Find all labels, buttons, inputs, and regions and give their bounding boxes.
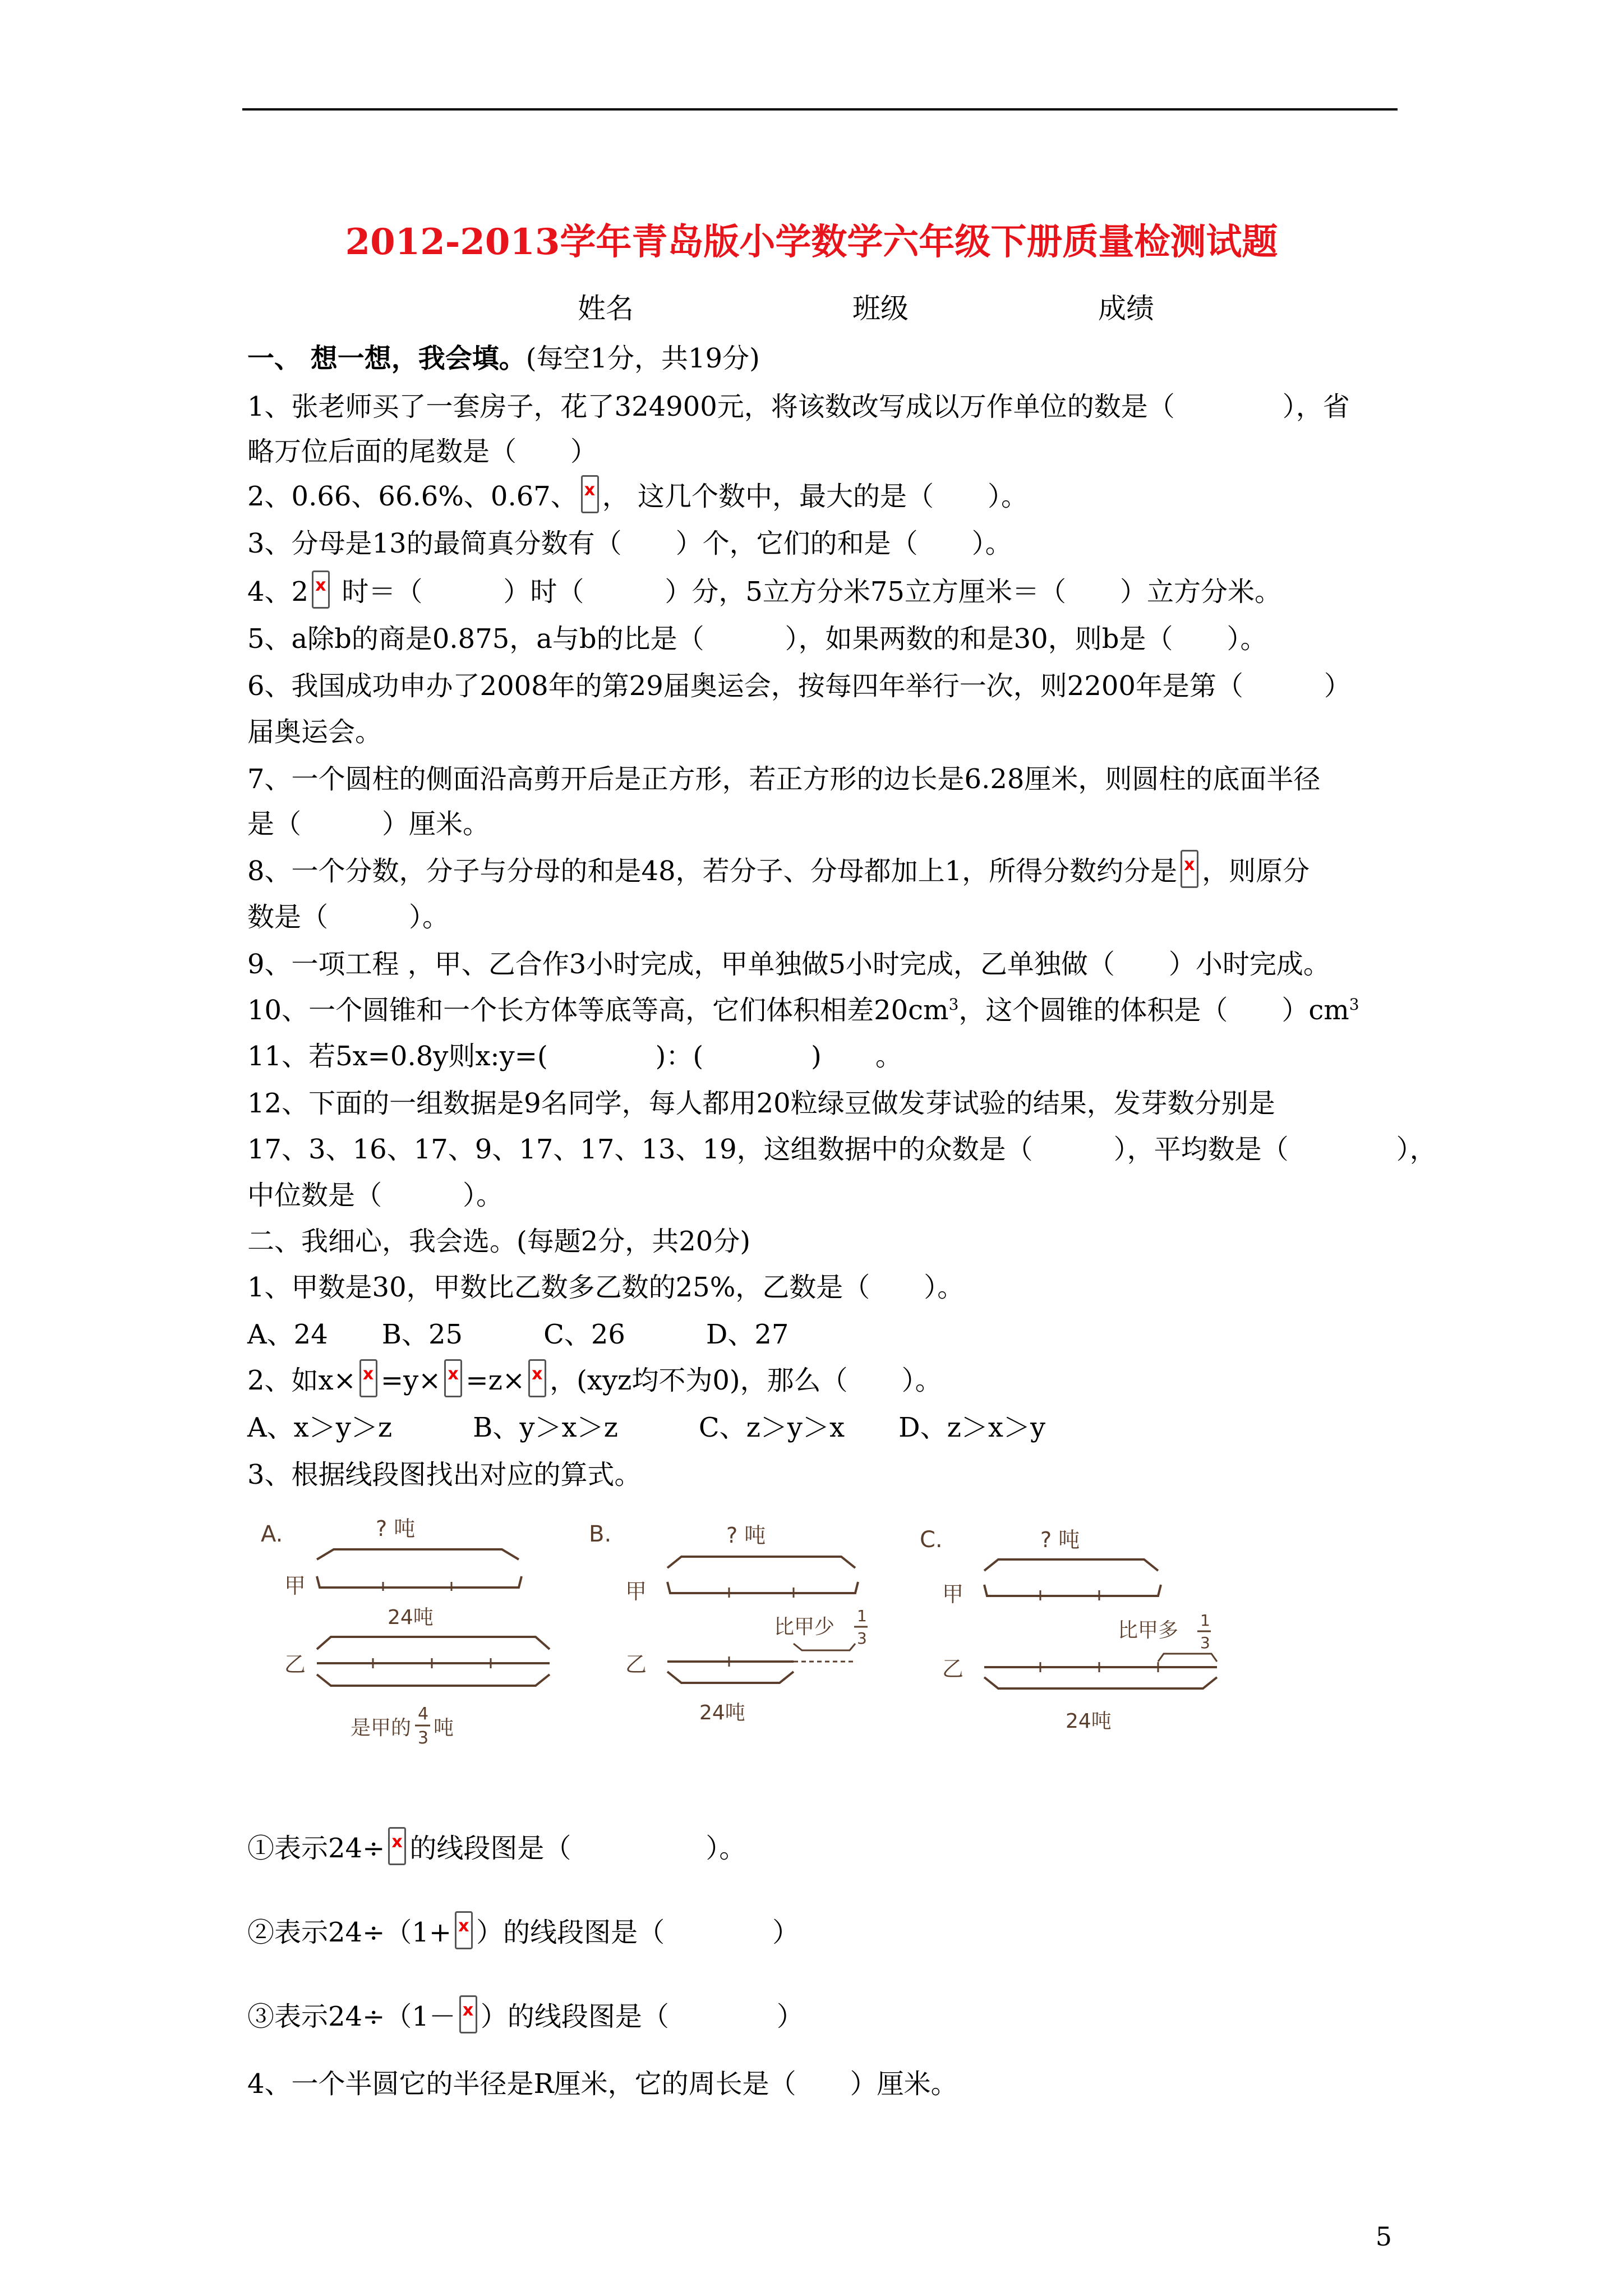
q1-line-a: 1、张老师买了一套房子，花了324900元，将该数改写成以万作单位的数是（ ），省 bbox=[247, 391, 1350, 422]
s2-q1-line: 1、甲数是30，甲数比乙数多乙数的25%，乙数是（ ）。 bbox=[247, 1272, 965, 1303]
s2-q3-sub1-a: ①表示24÷ bbox=[247, 1833, 385, 1864]
q10-text-b: ，这个圆锥的体积是（ ）cm bbox=[958, 995, 1349, 1026]
q8-line-b: 数是（ ）。 bbox=[247, 901, 450, 933]
s2-q2-line bbox=[247, 1359, 942, 1397]
missing-image-icon bbox=[459, 1995, 477, 2033]
missing-image-icon bbox=[528, 1359, 546, 1397]
s2-q3-sub1 bbox=[247, 1826, 746, 1865]
missing-image-icon bbox=[455, 1911, 473, 1949]
q4-text-b: 时＝（ ）时（ ）分，5立方分米75立方厘米＝（ ）立方分米。 bbox=[333, 576, 1281, 608]
q5-line: 5、a除b的商是0.875，a与b的比是（ ），如果两数的和是30，则b是（ ）。 bbox=[247, 623, 1267, 655]
s2-q2-text-d: ，(xyz均不为0)，那么（ ）。 bbox=[550, 1365, 942, 1396]
q8-line-a bbox=[247, 849, 1310, 888]
diagram-b-question: ? 吨 bbox=[726, 1523, 766, 1548]
diagram-a-brace-bottom bbox=[317, 1674, 550, 1686]
q2-line bbox=[247, 475, 1028, 513]
q6-line-b: 届奥运会。 bbox=[247, 716, 382, 748]
q2-text-a: 2、0.66、66.6%、0.67、 bbox=[247, 481, 578, 512]
s2-q3-line: 3、根据线段图找出对应的算式。 bbox=[247, 1459, 642, 1490]
diagram-b-brace-bottom bbox=[667, 1672, 794, 1683]
missing-image-icon bbox=[312, 570, 330, 609]
q10-sup-a: 3 bbox=[948, 995, 959, 1014]
s2-q3-sub3-a: ③表示24÷（1－ bbox=[247, 2001, 456, 2032]
missing-image-icon bbox=[359, 1359, 377, 1397]
q12-line-a: 12、下面的一组数据是9名同学，每人都用20粒绿豆做发芽试验的结果，发芽数分别是 bbox=[247, 1088, 1275, 1119]
diagram-c-jia-bar bbox=[984, 1585, 1161, 1596]
diagram-a bbox=[261, 1516, 550, 1748]
diagram-a-label: A. bbox=[261, 1521, 283, 1547]
diagram-c bbox=[920, 1527, 1217, 1733]
s2-q1-options: A、24 B、25 C、26 D、27 bbox=[247, 1319, 789, 1350]
class-label: 班级 bbox=[852, 292, 909, 325]
page-title: 2012-2013学年青岛版小学数学六年级下册质量检测试题 bbox=[345, 221, 1278, 263]
s2-q2-text-a: 2、如x× bbox=[247, 1365, 356, 1396]
diagram-b-brace-top bbox=[667, 1557, 855, 1568]
diagram-c-brace-small bbox=[1158, 1654, 1217, 1662]
diagram-c-frac-den: 3 bbox=[1200, 1634, 1210, 1652]
diagram-c-brace-top bbox=[984, 1559, 1158, 1571]
diagram-c-tons: 24吨 bbox=[1066, 1710, 1112, 1733]
diagram-b-tons: 24吨 bbox=[699, 1701, 745, 1724]
diagram-c-brace-bottom bbox=[984, 1677, 1217, 1688]
q11-line: 11、若5x=0.8y则x:y=( )：( ) 。 bbox=[247, 1041, 902, 1072]
section2-heading: 二、我细心，我会选。(每题2分，共20分) bbox=[247, 1226, 751, 1257]
diagram-c-note: 比甲多 bbox=[1118, 1619, 1179, 1642]
q1-line-b: 略万位后面的尾数是（ ） bbox=[247, 436, 598, 467]
name-label: 姓名 bbox=[578, 292, 634, 325]
diagram-a-frac-den: 3 bbox=[418, 1728, 429, 1748]
diagram-b-jia: 甲 bbox=[625, 1579, 647, 1604]
section1-note: (每空1分，共19分) bbox=[525, 343, 760, 374]
missing-image-icon bbox=[444, 1359, 462, 1397]
score-label: 成绩 bbox=[1098, 292, 1154, 325]
q3-line: 3、分母是13的最简真分数有（ ）个，它们的和是（ ）。 bbox=[247, 528, 1012, 559]
q10-line bbox=[247, 988, 1359, 1027]
q12-line-c: 中位数是（ ）。 bbox=[247, 1180, 504, 1211]
q8-text-a: 8、一个分数，分子与分母的和是48，若分子、分母都加上1，所得分数约分是 bbox=[247, 855, 1178, 887]
s2-q3-sub1-b: 的线段图是（ ）。 bbox=[409, 1833, 746, 1864]
diagram-b-yi: 乙 bbox=[625, 1652, 647, 1677]
diagram-a-brace-top bbox=[317, 1549, 519, 1559]
diagram-b-frac-den: 3 bbox=[857, 1629, 867, 1648]
diagram-c-yi: 乙 bbox=[942, 1657, 964, 1681]
s2-q3-sub3 bbox=[247, 1995, 804, 2033]
q10-text-a: 10、一个圆锥和一个长方体等底等高，它们体积相差20cm bbox=[247, 995, 949, 1026]
diagram-a-jia-bar bbox=[317, 1576, 522, 1588]
diagram-c-label: C. bbox=[920, 1527, 943, 1553]
q4-text-a: 4、2 bbox=[247, 576, 309, 608]
diagram-a-jia: 甲 bbox=[284, 1573, 306, 1598]
section1-heading: 一、 想一想，我会填。 bbox=[247, 343, 526, 374]
diagram-a-yi: 乙 bbox=[284, 1652, 306, 1677]
diagram-b-brace-small bbox=[794, 1644, 855, 1650]
diagram-b-jia-bar bbox=[667, 1582, 858, 1593]
diagram-b bbox=[589, 1521, 868, 1724]
diagram-a-question: ? 吨 bbox=[376, 1516, 416, 1541]
segment-diagrams bbox=[255, 1503, 1220, 1767]
diagram-a-frac-num: 4 bbox=[418, 1704, 429, 1724]
section1-heading-line bbox=[247, 337, 760, 375]
diagram-a-bottom-pre: 是甲的 bbox=[351, 1717, 412, 1740]
diagram-c-question: ? 吨 bbox=[1040, 1527, 1080, 1552]
missing-image-icon bbox=[388, 1827, 406, 1865]
diagram-c-jia: 甲 bbox=[942, 1582, 964, 1607]
diagram-b-label: B. bbox=[589, 1521, 612, 1547]
diagram-a-bottom-post: 吨 bbox=[434, 1717, 454, 1740]
page-number: 5 bbox=[1375, 2221, 1392, 2252]
diagram-a-tons: 24吨 bbox=[388, 1606, 434, 1629]
q9-line: 9、一项工程 ，甲、乙合作3小时完成，甲单独做5小时完成，乙单独做（ ）小时完成。 bbox=[247, 949, 1330, 980]
q4-line bbox=[247, 570, 1281, 609]
q6-line-a: 6、我国成功申办了2008年的第29届奥运会，按每四年举行一次，则2200年是第（ ） bbox=[247, 670, 1351, 702]
missing-image-icon bbox=[581, 475, 599, 513]
s2-q3-sub2 bbox=[247, 1911, 799, 1949]
s2-q3-sub2-b: ）的线段图是（ ） bbox=[476, 1917, 800, 1948]
missing-image-icon bbox=[1181, 850, 1198, 888]
q12-line-b: 17、3、16、17、9、17、17、13、19，这组数据中的众数是（ ），平均数是（ ）， bbox=[247, 1134, 1437, 1165]
s2-q3-sub2-a: ②表示24÷（1+ bbox=[247, 1917, 452, 1948]
diagram-b-frac-num: 1 bbox=[857, 1607, 867, 1625]
q7-line-b: 是（ ）厘米。 bbox=[247, 808, 490, 840]
s2-q4-line: 4、一个半圆它的半径是R厘米，它的周长是（ ）厘米。 bbox=[247, 2068, 958, 2100]
diagram-b-note: 比甲少 bbox=[774, 1616, 835, 1639]
q10-sup-b: 3 bbox=[1349, 995, 1359, 1014]
s2-q2-text-c: =z× bbox=[465, 1365, 525, 1396]
q2-text-b: ， 这几个数中，最大的是（ ）。 bbox=[602, 481, 1029, 512]
top-rule bbox=[242, 108, 1398, 111]
diagram-a-brace-mid bbox=[317, 1637, 550, 1649]
s2-q3-sub3-b: ）的线段图是（ ） bbox=[480, 2001, 804, 2032]
diagram-c-frac-num: 1 bbox=[1200, 1611, 1210, 1630]
q8-text-b: ，则原分 bbox=[1202, 855, 1310, 887]
s2-q2-text-b: =y× bbox=[380, 1365, 441, 1396]
q7-line-a: 7、一个圆柱的侧面沿高剪开后是正方形，若正方形的边长是6.28厘米，则圆柱的底面半径 bbox=[247, 763, 1321, 795]
s2-q2-options: A、x＞y＞z B、y＞x＞z C、z＞y＞x D、z＞x＞y bbox=[247, 1412, 1046, 1443]
